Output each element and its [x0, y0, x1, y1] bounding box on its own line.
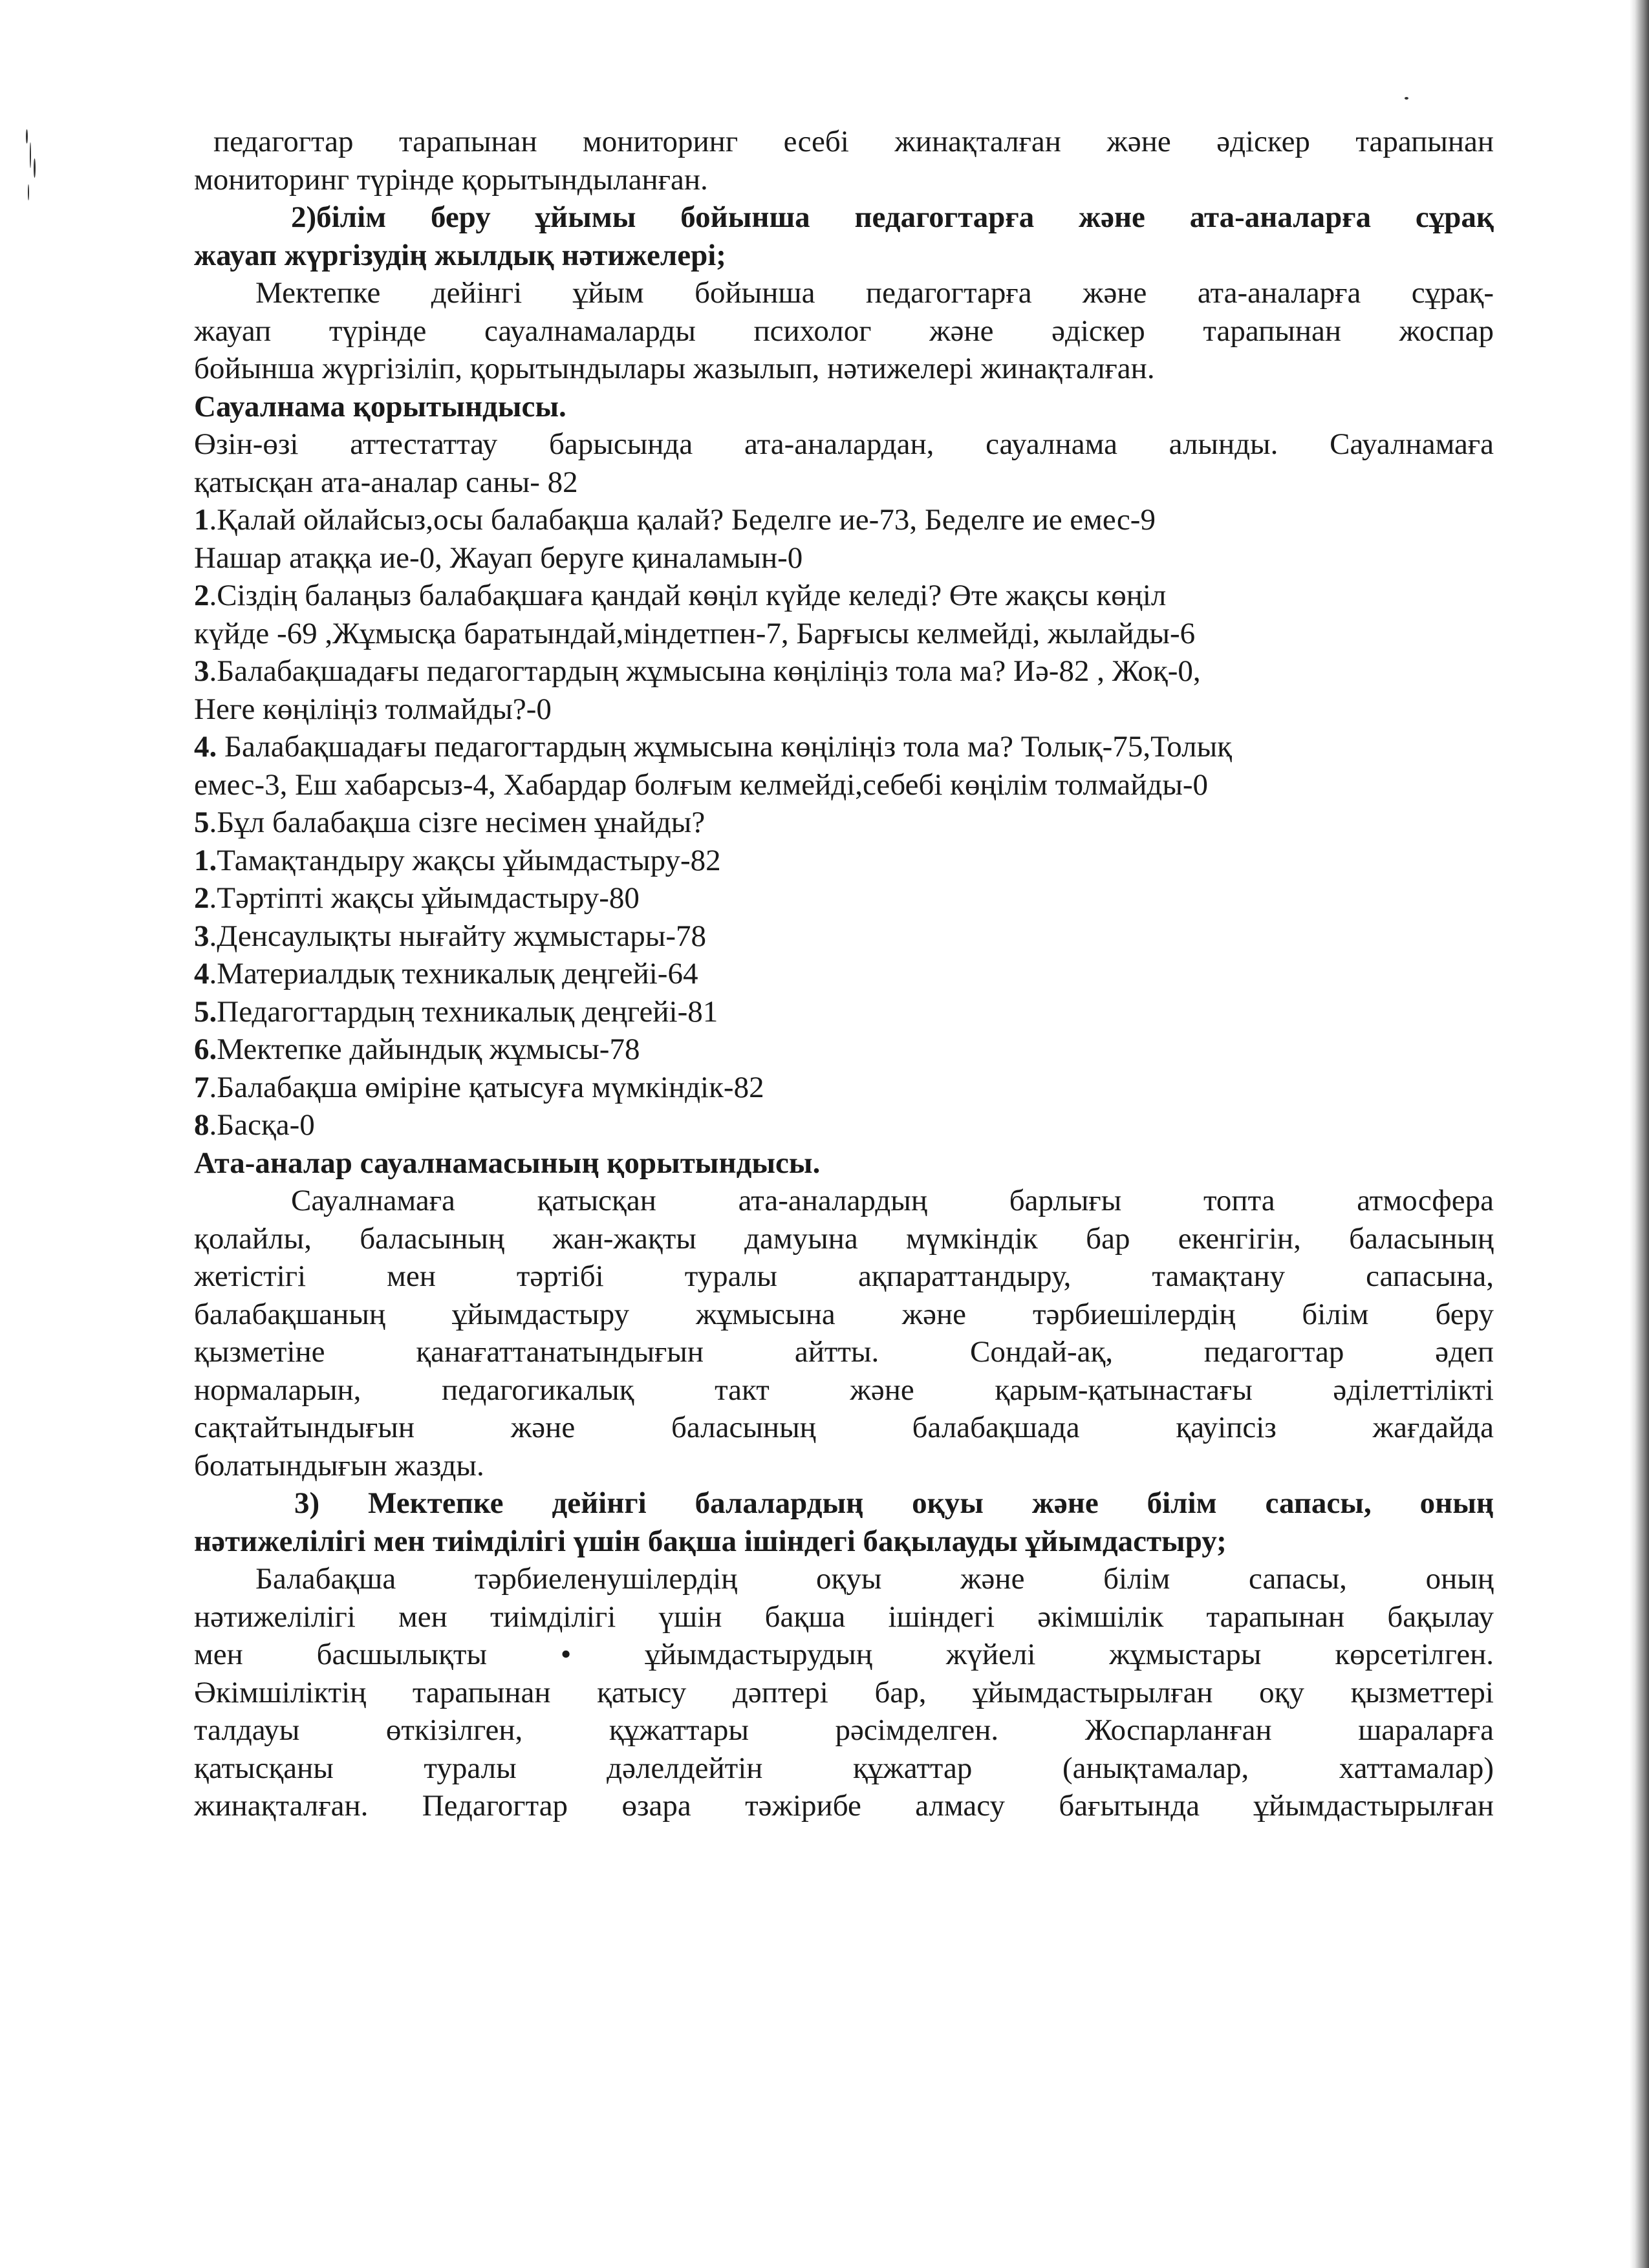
section-2-heading-line-2: жауап жүргізудің жылдық нәтижелері;: [194, 238, 726, 272]
results-para-line-2: қолайлы, баласының жан-жақты дамуына мүмкіндік бар екенгігін, баласының: [194, 1221, 1494, 1256]
section-2-para-line-3: бойынша жүргізіліп, қорытындылары жазылып, нәтижелері жинақталған.: [194, 352, 1155, 385]
results-para-line-4: балабақшаның ұйымдастыру жұмысына және тәрбиешілердің білім беру: [194, 1297, 1494, 1331]
question-2: 2.Сіздің балаңыз балабақшаға қандай көңіл күйде келеді? Өте жақсы көңіл: [194, 579, 1167, 612]
section-3-para-line-6: қатысқаны туралы дәлелдейтін құжаттар (анықтамалар, хаттамалар): [194, 1751, 1494, 1785]
section-3-para-line-7: жинақталған. Педагогтар өзара тәжірибе алмасу бағытында ұйымдастырылған: [194, 1789, 1494, 1823]
question-1: 1.Қалай ойлайсыз,осы балабақша қалай? Беделге ие-73, Беделге ие емес-9: [194, 503, 1156, 537]
section-3-heading-line-2: нәтижелілігі мен тиімділігі үшін бақша ішіндегі бақылауды ұйымдастыру;: [194, 1524, 1227, 1558]
scan-speck: [1405, 97, 1408, 100]
section-3-para-line-4: Әкімшіліктің тарапынан қатысу дәптері бар, ұйымдастырылған оқу қызметтері: [194, 1675, 1494, 1709]
answer-8: 8.Басқа-0: [194, 1108, 315, 1142]
survey-intro-line-1: Өзін-өзі аттестаттау барысында ата-аналардан, сауалнама алынды. Сауалнамаға: [194, 427, 1494, 461]
results-para-line-1: Сауалнамаға қатысқан ата-аналардың барлығы топта атмосфера: [291, 1184, 1494, 1217]
scan-margin-speckle: [25, 123, 44, 220]
question-2-cont: күйде -69 ,Жұмысқа баратындай,міндетпен-7, Барғысы келмейді, жылайды-6: [194, 616, 1196, 650]
section-3-para-line-5: талдауы өткізілген, құжаттары рәсімделген. Жоспарланған шараларға: [194, 1713, 1494, 1747]
answer-7: 7.Балабақша өміріне қатысуға мүмкіндік-82: [194, 1070, 764, 1104]
results-title: Ата-аналар сауалнамасының қорытындысы.: [194, 1146, 821, 1180]
section-3-para-line-1: Балабақша тәрбиеленушілердің оқуы және білім сапасы, оның: [255, 1562, 1494, 1596]
question-5: 5.Бұл балабақша сізге несімен ұнайды?: [194, 806, 706, 839]
question-1-cont: Нашар атаққа ие-0, Жауап беруге қиналамын-0: [194, 540, 803, 575]
answer-3: 3.Денсаулықты нығайту жұмыстары-78: [194, 919, 707, 953]
document-page: [194, 123, 1494, 1825]
survey-title: Сауалнама қорытындысы.: [194, 389, 566, 423]
section-3-heading-line-1: 3) Мектепке дейінгі балалардың оқуы және білім сапасы, оның: [294, 1486, 1494, 1520]
survey-intro-line-2: қатысқан ата-аналар саны- 82: [194, 465, 578, 499]
answer-1: 1.Тамақтандыру жақсы ұйымдастыру-82: [194, 843, 721, 877]
results-para-line-7: сақтайтындығын және баласының балабақшада қауіпсіз жағдайда: [194, 1411, 1494, 1444]
results-para-line-6: нормаларын, педагогикалық такт және қарым-қатынастағы әділеттілікті: [194, 1373, 1494, 1407]
results-para-line-5: қызметіне қанағаттанатындығын айтты. Сондай-ақ, педагогтар әдеп: [194, 1335, 1494, 1369]
section-2-heading-line-1: 2)білім беру ұйымы бойынша педагогтарға және ата-аналарға сұрақ: [291, 200, 1494, 234]
section-2-para-line-2: жауап түрінде сауалнамаларды психолог және әдіскер тарапынан жоспар: [194, 314, 1494, 348]
scan-edge-shadow: [1630, 0, 1649, 2268]
intro-line-2: мониторинг түрінде қорытындыланған.: [194, 162, 708, 197]
answer-5: 5.Педагогтардың техникалық деңгейі-81: [194, 994, 718, 1029]
answer-4: 4.Материалдық техникалық деңгейі-64: [194, 957, 698, 990]
results-para-line-8: болатындығын жазды.: [194, 1448, 484, 1482]
question-3-cont: Неге көңіліңіз толмайды?-0: [194, 692, 552, 726]
results-para-line-3: жетістігі мен тәртібі туралы ақпараттандыру, тамақтану сапасына,: [194, 1259, 1494, 1293]
section-2-para-line-1: Мектепке дейінгі ұйым бойынша педагогтарға және ата-аналарға сұрақ-: [255, 276, 1494, 310]
question-4: 4. Балабақшадағы педагогтардың жұмысына көңіліңіз тола ма? Толық-75,Толық: [194, 730, 1232, 764]
section-3-para-line-2: нәтижелілігі мен тиімділігі үшін бақша ішіндегі әкімшілік тарапынан бақылау: [194, 1599, 1494, 1634]
section-3-para-line-3: мен басшылықты • ұйымдастырудың жүйелі жұмыстары көрсетілген.: [194, 1638, 1494, 1671]
question-4-cont: емес-3, Еш хабарсыз-4, Хабардар болғым келмейді,себебі көңілім толмайды-0: [194, 767, 1209, 802]
answer-2: 2.Тәртіпті жақсы ұйымдастыру-80: [194, 881, 640, 915]
intro-line-1: педагогтар тарапынан мониторинг есебі жинақталған және әдіскер тарапынан: [213, 125, 1494, 158]
question-3: 3.Балабақшадағы педагогтардың жұмысына көңіліңіз тола ма? Иә-82 , Жоқ-0,: [194, 654, 1201, 688]
answer-6: 6.Мектепке дайындық жұмысы-78: [194, 1032, 640, 1066]
